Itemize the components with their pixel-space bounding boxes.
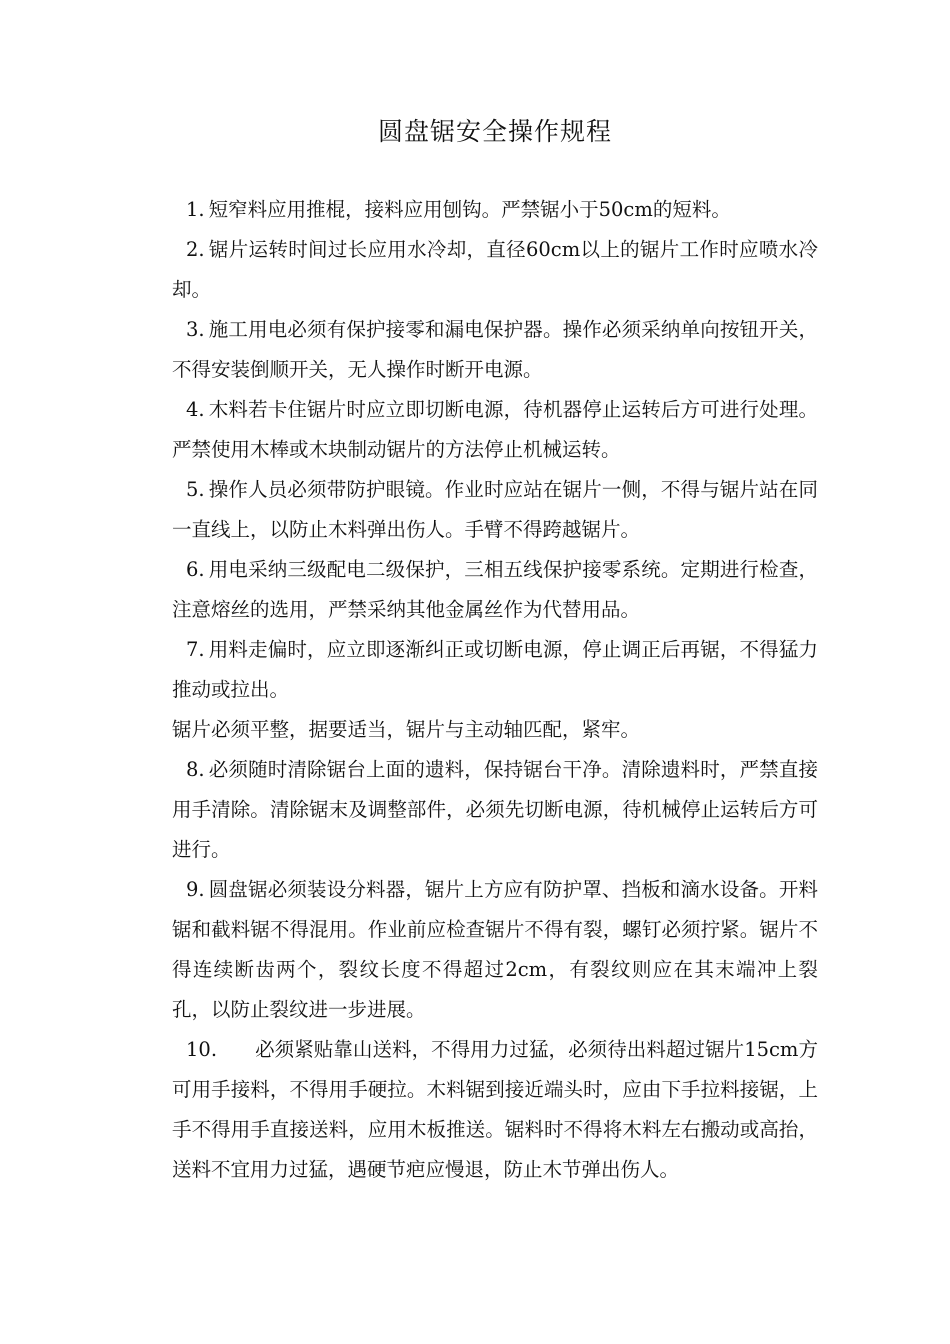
paragraph-9 [172, 870, 818, 1030]
document-body [172, 190, 818, 1190]
paragraph-number: 1. [186, 198, 205, 221]
paragraph-unnumbered [172, 710, 818, 750]
paragraph-text: 用电采纳三级配电二级保护，三相五线保护接零系统。定期进行检查，注意熔丝的选用，严禁采纳其他金属丝作为代替用品。 [172, 558, 818, 621]
paragraph-10 [172, 1030, 818, 1190]
paragraph-text: 锯片运转时间过长应用水冷却，直径60cm以上的锯片工作时应喷水冷却。 [172, 238, 818, 301]
paragraph-text: 锯片必须平整，据要适当，锯片与主动轴匹配，紧牢。 [172, 718, 641, 741]
paragraph-number: 5. [186, 478, 205, 501]
paragraph-text: 操作人员必须带防护眼镜。作业时应站在锯片一侧，不得与锯片站在同一直线上，以防止木料弹出伤人。手臂不得跨越锯片。 [172, 478, 818, 541]
paragraph-text: 短窄料应用推棍，接料应用刨钩。严禁锯小于50cm的短料。 [208, 198, 731, 221]
paragraph-text: 用料走偏时，应立即逐渐纠正或切断电源，停止调正后再锯，不得猛力推动或拉出。 [172, 638, 818, 701]
paragraph-number: 8. [186, 758, 205, 781]
paragraph-number: 6. [186, 558, 205, 581]
paragraph-text: 圆盘锯必须装设分料器，锯片上方应有防护罩、挡板和滴水设备。开料锯和截料锯不得混用。作业前应检查锯片不得有裂，螺钉必须拧紧。锯片不得连续断齿两个，裂纹长度不得超过2cm，有裂纹则应在其末端冲上裂孔，以防止裂纹进一步进展。 [172, 878, 818, 1021]
paragraph-number: 4. [186, 398, 205, 421]
paragraph-number: 3. [186, 318, 205, 341]
paragraph-7 [172, 630, 818, 710]
paragraph-number: 7. [186, 638, 205, 661]
paragraph-text: 必须紧贴靠山送料，不得用力过猛，必须待出料超过锯片15cm方可用手接料，不得用手硬拉。木料锯到接近端头时，应由下手拉料接锯，上手不得用手直接送料，应用木板推送。锯料时不得将木料左右搬动或高抬，送料不宜用力过猛，遇硬节疤应慢退，防止木节弹出伤人。 [172, 1038, 818, 1181]
document-title: 圆盘锯安全操作规程 [377, 117, 612, 146]
paragraph-4 [172, 390, 818, 470]
paragraph-8 [172, 750, 818, 870]
paragraph-3 [172, 310, 818, 390]
paragraph-1 [172, 190, 818, 230]
paragraph-text: 施工用电必须有保护接零和漏电保护器。操作必须采纳单向按钮开关，不得安装倒顺开关，无人操作时断开电源。 [172, 318, 818, 381]
paragraph-2 [172, 230, 818, 310]
paragraph-text: 必须随时清除锯台上面的遗料，保持锯台干净。清除遗料时，严禁直接用手清除。清除锯末及调整部件，必须先切断电源，待机械停止运转后方可进行。 [172, 758, 818, 861]
paragraph-number: 10. [186, 1038, 218, 1061]
paragraph-number: 2. [186, 238, 205, 261]
paragraph-text: 木料若卡住锯片时应立即切断电源，待机器停止运转后方可进行处理。严禁使用木棒或木块制动锯片的方法停止机械运转。 [172, 398, 818, 461]
paragraph-5 [172, 470, 818, 550]
paragraph-6 [172, 550, 818, 630]
paragraph-number: 9. [186, 878, 205, 901]
